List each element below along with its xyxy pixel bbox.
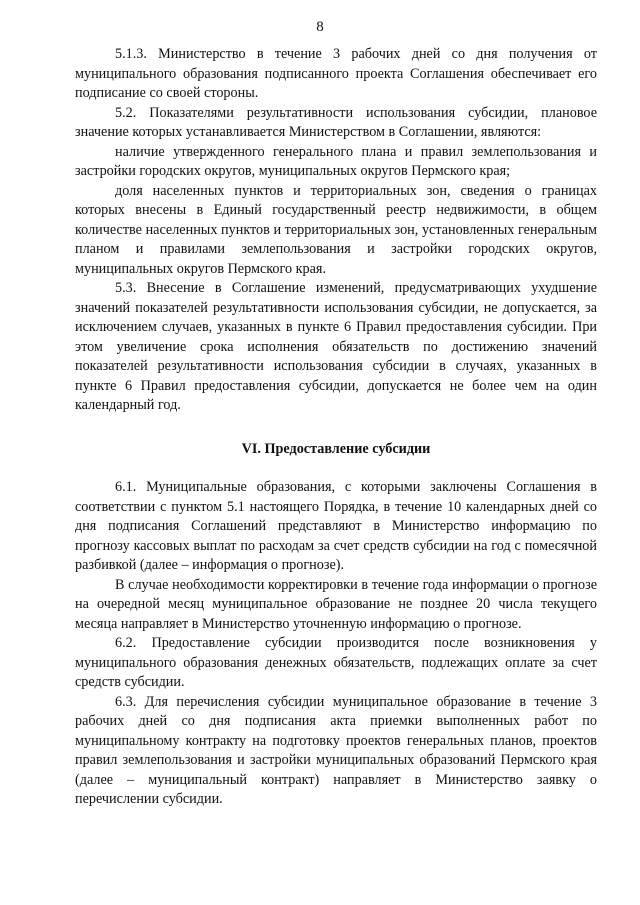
paragraph-5-2-indicator-1: наличие утвержденного генерального плана и правил землепользования и застройки городских округов, муниципальных округов Пермского края; bbox=[75, 143, 597, 179]
paragraph-5-3: 5.3. Внесение в Соглашение изменений, предусматривающих ухудшение значений показателей результативности использования субсидии, не допускается, за исключением случаев, указанных в пункте 6 Правил предоставления субсидии. При этом увеличение срока исполнения обязательств по достижению значений показателей результативности использования субсидии в случаях, указанных в пункте 6 Правил предоставления субсидии, допускается не более чем на один календарный год. bbox=[75, 280, 597, 413]
paragraph-6-1: 6.1. Муниципальные образования, с которыми заключены Соглашения в соответствии с пунктом 5.1 настоящего Порядка, в течение 10 календарных дней со дня подписания Соглашений представляют в Министерство информацию по прогнозу кассовых выплат по расходам за счет средств субсидии на год с помесячной разбивкой (далее – информация о прогнозе). bbox=[75, 479, 597, 573]
paragraph-5-1-3: 5.1.3. Министерство в течение 3 рабочих дней со дня получения от муниципального образования подписанного проекта Соглашения обеспечивает его подписание со своей стороны. bbox=[75, 46, 597, 101]
section-heading: VI. Предоставление субсидии bbox=[241, 441, 431, 457]
paragraph-5-2-indicator-2: доля населенных пунктов и территориальных зон, сведения о границах которых внесены в Единый государственный реестр недвижимости, в общем количестве населенных пунктов и территориальных зон, установленных генеральным планом и правилами землепользования и застройки городских округов, муниципальных округов Пермского края. bbox=[75, 182, 597, 277]
page-number: 8 bbox=[316, 19, 324, 35]
paragraph-6-1-correction: В случае необходимости корректировки в течение года информации о прогнозе на очередной месяц муниципальное образование не позднее 20 числа текущего месяца направляет в Министерство уточненную информацию о прогнозе. bbox=[75, 576, 597, 632]
text-block-section-5 bbox=[75, 45, 597, 416]
paragraph-5-2: 5.2. Показателями результативности использования субсидии, плановое значение которых устанавливается Министерством в Соглашении, являются: bbox=[75, 104, 597, 140]
text-block-section-6 bbox=[75, 478, 597, 810]
paragraph-6-2: 6.2. Предоставление субсидии производится после возникновения у муниципального образования денежных обязательств, подлежащих оплате за счет средств субсидии. bbox=[75, 635, 597, 690]
paragraph-6-3: 6.3. Для перечисления субсидии муниципальное образование в течение 3 рабочих дней со дня подписания акта приемки выполненных работ по муниципальному контракту на подготовку проектов генеральных планов, проектов правил землепользования и застройки муниципальных образований Пермского края (далее – муниципальный контракт) направляет в Министерство заявку о перечислении субсидии. bbox=[75, 693, 597, 807]
